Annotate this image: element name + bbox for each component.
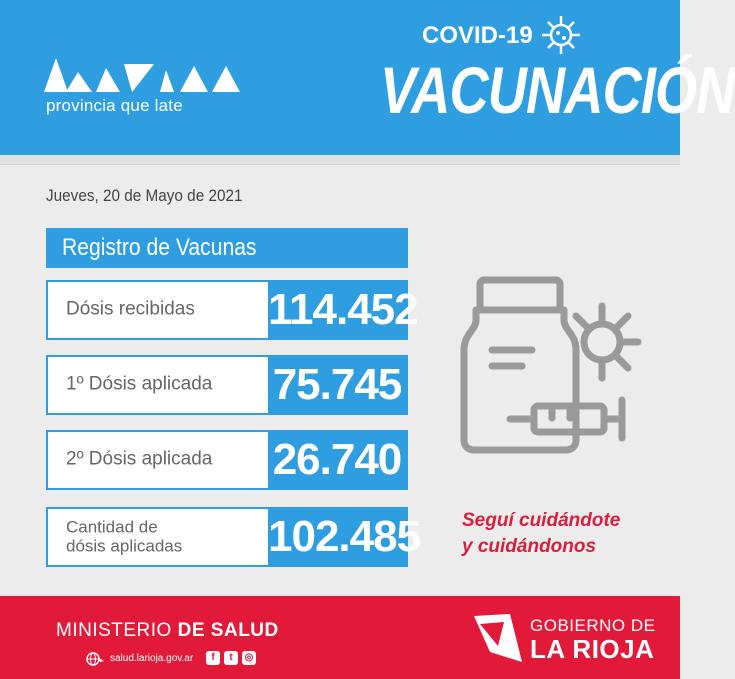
row-dosis-recibidas xyxy=(46,280,418,340)
row-label xyxy=(66,518,182,555)
row-label: 1º Dósis aplicada xyxy=(66,373,213,395)
instagram-icon[interactable]: ◎ xyxy=(242,651,256,665)
row-label-line2: dósis aplicadas xyxy=(66,536,183,555)
website-link[interactable]: salud.larioja.gov.ar xyxy=(110,653,194,664)
slogan-line2: y cuidándonos xyxy=(462,536,597,557)
facebook-icon[interactable]: f xyxy=(206,651,220,665)
vaccine-illustration-icon xyxy=(462,270,652,460)
row-segunda-dosis xyxy=(46,430,408,490)
covid-label: COVID-19 xyxy=(422,22,533,49)
twitter-icon[interactable]: t xyxy=(224,651,238,665)
row-value: 26.740 xyxy=(268,432,406,488)
page-title: VACUNACIÓN xyxy=(380,53,735,127)
globe-icon xyxy=(86,652,104,666)
row-label: 2º Dósis aplicada xyxy=(66,448,213,470)
registro-heading xyxy=(46,228,408,268)
la-rioja-logo xyxy=(44,58,244,94)
rioja-label: LA RIOJA xyxy=(530,634,655,664)
header-banner xyxy=(0,0,735,155)
slogan xyxy=(462,508,620,560)
row-label: Dósis recibidas xyxy=(66,298,195,320)
header-stripe xyxy=(0,155,680,165)
virus-icon xyxy=(540,14,582,56)
row-value: 114.452 xyxy=(268,282,406,338)
ministerio-text: MINISTERIO xyxy=(56,620,178,641)
social-links xyxy=(206,651,256,665)
logo-tagline: provincia que late xyxy=(46,96,183,115)
slogan-line1: Seguí cuidándote xyxy=(462,510,621,531)
la-rioja-province-icon xyxy=(470,610,526,666)
row-total-aplicadas xyxy=(46,507,421,567)
ministerio-label xyxy=(56,620,279,642)
salud-text: DE SALUD xyxy=(177,620,279,641)
row-primera-dosis xyxy=(46,355,408,415)
date-label: Jueves, 20 de Mayo de 2021 xyxy=(46,186,243,205)
row-label-line1: Cantidad de xyxy=(66,517,158,537)
gobierno-label: GOBIERNO DE xyxy=(530,616,656,635)
registro-heading-text: Registro de Vacunas xyxy=(62,234,257,261)
row-value: 75.745 xyxy=(268,357,406,413)
footer-banner xyxy=(0,596,680,679)
row-value: 102.485 xyxy=(268,509,406,565)
